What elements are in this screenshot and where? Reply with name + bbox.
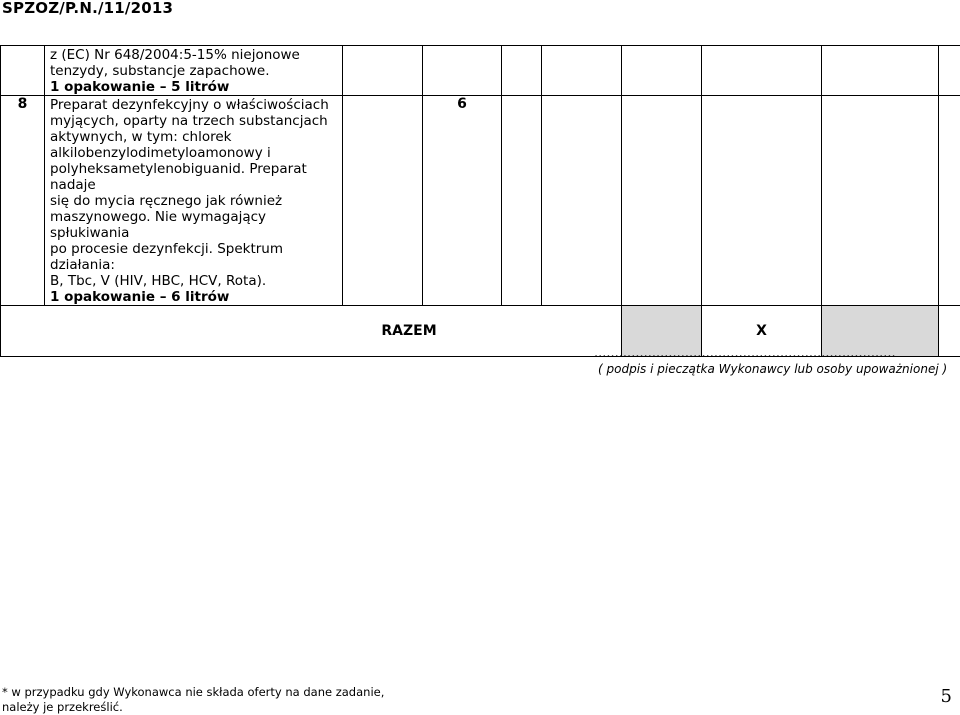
summary-label xyxy=(1,306,622,357)
description-line: alkilobenzylodimetyloamonowy i xyxy=(50,145,338,161)
x-mark-cell: X xyxy=(702,306,822,357)
description-line: maszynowego. Nie wymagający spłukiwania xyxy=(50,209,338,241)
table-cell xyxy=(822,96,939,306)
table-cell xyxy=(343,96,423,306)
package-line: 1 opakowanie – 6 litrów xyxy=(50,289,338,305)
table-cell xyxy=(343,46,423,96)
table-row-8 xyxy=(1,96,960,306)
quantity-cell: 6 xyxy=(423,96,502,306)
description-line: się do mycia ręcznego jak również xyxy=(50,193,338,209)
footnote-line: należy je przekreślić. xyxy=(2,700,384,715)
offer-table xyxy=(0,45,960,357)
lp-cell xyxy=(1,46,45,96)
document-code: SPZOZ/P.N./11/2013 xyxy=(2,0,173,17)
total-cell xyxy=(939,306,960,357)
description-line: polyheksametylenobiguanid. Preparat nadaje xyxy=(50,161,338,193)
table-row-continued xyxy=(1,46,960,96)
table-cell xyxy=(542,46,622,96)
description-line: B, Tbc, V (HIV, HBC, HCV, Rota). xyxy=(50,273,338,289)
footnote-line: * w przypadku gdy Wykonawca nie składa oferty na dane zadanie, xyxy=(2,685,384,700)
table-cell xyxy=(622,46,702,96)
table-cell xyxy=(423,46,502,96)
signature-dots: ......................................................................... xyxy=(594,346,896,361)
razem-label-text: RAZEM xyxy=(381,323,436,339)
package-line: 1 opakowanie – 5 litrów xyxy=(50,79,338,95)
description-line: myjących, oparty na trzech substancjach xyxy=(50,113,338,129)
table-cell xyxy=(502,96,542,306)
description-line: tenzydy, substancje zapachowe. xyxy=(50,63,338,79)
description-line: aktywnych, w tym: chlorek xyxy=(50,129,338,145)
description-line: z (EC) Nr 648/2004:5-15% niejonowe xyxy=(50,47,338,63)
page-number: 5 xyxy=(941,686,952,707)
table-cell xyxy=(702,96,822,306)
table-cell xyxy=(622,96,702,306)
lp-cell: 8 xyxy=(1,96,45,306)
description-cell xyxy=(45,46,343,96)
description-cell xyxy=(45,96,343,306)
footnote xyxy=(2,685,384,715)
table-cell xyxy=(542,96,622,306)
description-line: Preparat dezynfekcyjny o właściwościach xyxy=(50,97,338,113)
table-cell xyxy=(939,96,960,306)
description-line: po procesie dezynfekcji. Spektrum działania: xyxy=(50,241,338,273)
table-cell xyxy=(822,46,939,96)
table-cell xyxy=(939,46,960,96)
table-cell xyxy=(702,46,822,96)
table-cell xyxy=(502,46,542,96)
signature-caption: ( podpis i pieczątka Wykonawcy lub osoby upoważnionej ) xyxy=(598,362,947,376)
